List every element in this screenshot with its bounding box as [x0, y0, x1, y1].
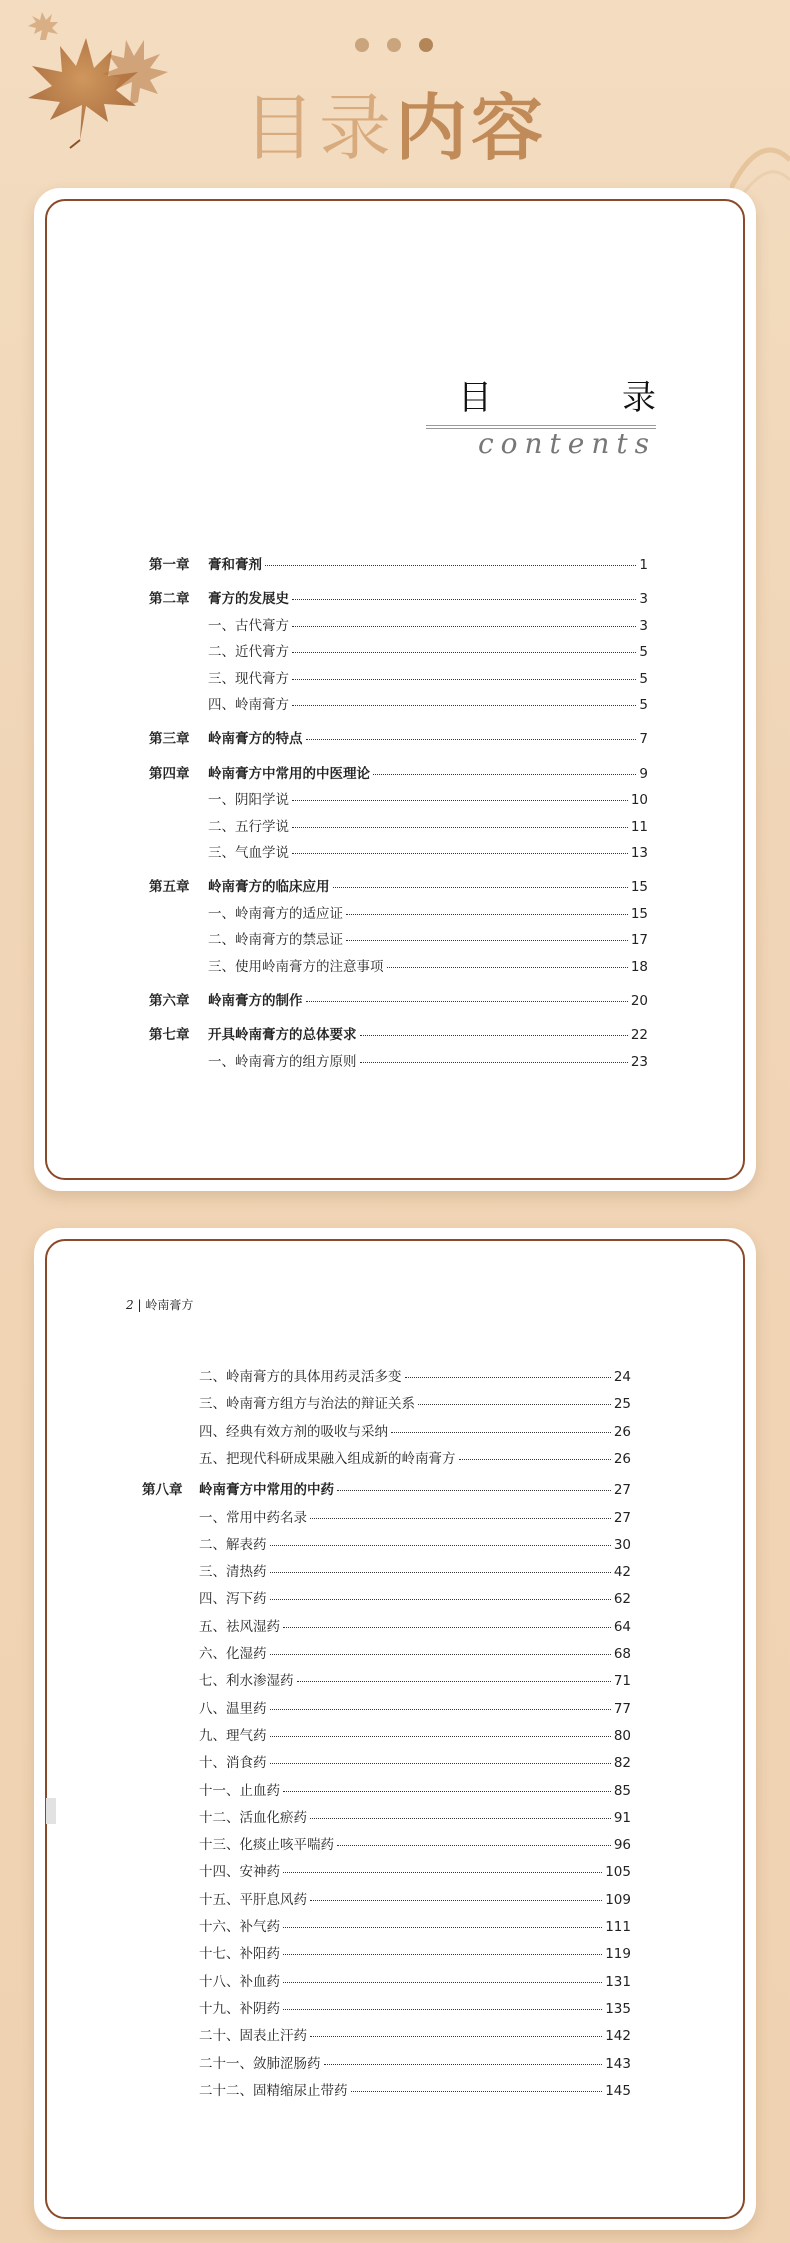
entry-title: 膏和膏剂	[208, 557, 262, 573]
entry-title: 六、化湿药	[199, 1646, 267, 1662]
toc-section-entry[interactable]	[208, 841, 648, 861]
toc-section-entry[interactable]	[199, 1669, 631, 1689]
chapter-number: 第五章	[149, 879, 190, 896]
dot-leader	[418, 1404, 611, 1405]
dot-leader	[292, 853, 628, 854]
toc-section-entry[interactable]	[199, 1970, 631, 1990]
entry-title: 四、泻下药	[199, 1591, 267, 1608]
entry-page-number: 62	[613, 1591, 631, 1608]
entry-page-number: 85	[613, 1782, 631, 1799]
toc-chapter-entry[interactable]	[208, 587, 648, 607]
toc-section-entry[interactable]	[208, 667, 648, 687]
chapter-number: 第三章	[149, 731, 190, 748]
entry-page-number: 7	[639, 731, 648, 748]
running-head-title: 岭南膏方	[145, 1298, 194, 1312]
dot-leader	[360, 1062, 628, 1063]
entry-page-number: 15	[630, 905, 648, 922]
toc-chapter-entry[interactable]	[208, 762, 648, 782]
entry-page-number: 24	[613, 1369, 631, 1385]
toc-chapter-entry[interactable]	[199, 1478, 631, 1498]
entry-page-number: 64	[613, 1618, 631, 1635]
entry-page-number: 111	[605, 1919, 631, 1935]
entry-title: 三、使用岭南膏方的注意事项	[208, 958, 384, 975]
dot-leader	[270, 1599, 611, 1600]
dot-leader	[297, 1681, 611, 1682]
entry-title: 十七、补阳药	[199, 1946, 280, 1963]
toc-section-entry[interactable]	[208, 928, 648, 948]
entry-title: 开具岭南膏方的总体要求	[208, 1027, 357, 1044]
toc-section-entry[interactable]	[208, 815, 648, 835]
toc-chapter-entry[interactable]	[208, 989, 648, 1009]
dot-leader	[351, 2091, 603, 2092]
entry-title: 二、近代膏方	[208, 644, 289, 661]
toc-section-entry[interactable]	[199, 1587, 631, 1607]
entry-page-number: 119	[605, 1946, 631, 1963]
dot-leader	[306, 1001, 628, 1002]
toc-section-entry[interactable]	[199, 2079, 631, 2099]
toc-section-entry[interactable]	[199, 2052, 631, 2072]
toc-section-entry[interactable]	[199, 1779, 631, 1799]
entry-page-number: 71	[613, 1673, 631, 1690]
toc-section-entry[interactable]	[199, 1365, 631, 1385]
entry-title: 十二、活血化瘀药	[199, 1809, 307, 1826]
entry-title: 三、现代膏方	[208, 670, 289, 687]
toc-section-entry[interactable]	[199, 1447, 631, 1467]
dot-leader	[346, 940, 628, 941]
side-mark	[46, 1798, 56, 1824]
toc-chapter-entry[interactable]	[208, 1023, 648, 1043]
entry-title: 二十二、固精缩尿止带药	[199, 2082, 348, 2099]
dot	[355, 38, 369, 52]
entry-page-number: 26	[613, 1423, 631, 1440]
entry-page-number: 109	[605, 1891, 631, 1908]
toc-section-entry[interactable]	[199, 1392, 631, 1412]
entry-title: 二、解表药	[199, 1536, 267, 1553]
entry-title: 二、岭南膏方的具体用药灵活多变	[199, 1369, 402, 1385]
dot-leader	[333, 887, 628, 888]
entry-page-number: 20	[630, 993, 648, 1009]
entry-page-number: 145	[605, 2082, 631, 2099]
banner	[0, 0, 790, 185]
entry-title: 二十、固表止汗药	[199, 2028, 307, 2045]
dot-leader	[337, 1845, 611, 1846]
entry-title: 三、清热药	[199, 1564, 267, 1581]
dot-leader	[310, 2036, 602, 2037]
entry-page-number: 25	[613, 1396, 631, 1413]
dot-leader	[310, 1818, 611, 1819]
entry-page-number: 131	[605, 1973, 631, 1990]
toc-section-entry[interactable]	[199, 1915, 631, 1935]
entry-title: 十五、平肝息风药	[199, 1891, 307, 1908]
entry-title: 十九、补阴药	[199, 2000, 280, 2017]
entry-page-number: 68	[613, 1646, 631, 1662]
dot-leader	[306, 739, 637, 740]
toc-page-1	[34, 188, 756, 1191]
dot-leader	[292, 652, 636, 653]
entry-page-number: 26	[613, 1450, 631, 1467]
entry-page-number: 27	[613, 1482, 631, 1499]
entry-title: 岭南膏方中常用的中医理论	[208, 765, 370, 782]
toc-section-entry[interactable]	[199, 2024, 631, 2044]
dot-leader	[292, 827, 628, 828]
chapter-number: 第八章	[142, 1482, 183, 1499]
dot-leader	[391, 1432, 611, 1433]
entry-title: 二、五行学说	[208, 818, 289, 835]
entry-page-number: 135	[605, 2000, 631, 2017]
toc-section-entry[interactable]	[208, 1050, 648, 1070]
entry-page-number: 91	[613, 1809, 631, 1826]
toc-section-entry[interactable]	[199, 1615, 631, 1635]
entry-title: 岭南膏方中常用的中药	[199, 1482, 334, 1499]
entry-page-number: 9	[639, 765, 648, 782]
entry-title: 八、温里药	[199, 1700, 267, 1717]
toc-section-entry[interactable]	[199, 1888, 631, 1908]
entry-title: 二十一、敛肺涩肠药	[199, 2055, 321, 2072]
dot-leader	[324, 2064, 603, 2065]
toc-section-entry[interactable]	[208, 902, 648, 922]
entry-title: 一、阴阳学说	[208, 792, 289, 809]
entry-title: 十一、止血药	[199, 1782, 280, 1799]
dot	[419, 38, 433, 52]
dot-leader	[270, 1709, 611, 1710]
entry-title: 七、利水渗湿药	[199, 1673, 294, 1690]
dot-leader	[360, 1035, 628, 1036]
toc-section-entry[interactable]	[199, 1724, 631, 1744]
entry-page-number: 142	[605, 2028, 631, 2045]
entry-title: 十、消食药	[199, 1755, 267, 1772]
entry-page-number: 5	[639, 670, 648, 687]
entry-title: 十八、补血药	[199, 1973, 280, 1990]
entry-title: 一、岭南膏方的组方原则	[208, 1053, 357, 1070]
toc-section-entry[interactable]	[199, 1533, 631, 1553]
chapter-number: 第七章	[149, 1027, 190, 1044]
entry-page-number: 13	[630, 845, 648, 861]
dot-leader	[270, 1545, 611, 1546]
running-head	[126, 1296, 193, 1313]
entry-title: 十四、安神药	[199, 1864, 280, 1881]
entry-title: 四、经典有效方剂的吸收与采纳	[199, 1423, 388, 1440]
toc-section-entry[interactable]	[199, 1806, 631, 1826]
dot-leader	[283, 1791, 611, 1792]
dot-leader	[405, 1377, 611, 1378]
toc-section-entry[interactable]	[199, 1506, 631, 1526]
entry-page-number: 15	[630, 879, 648, 896]
chapter-number: 第四章	[149, 765, 190, 782]
toc-heading	[426, 370, 704, 460]
dot-leader	[310, 1900, 602, 1901]
banner-title-light: 目录	[242, 86, 395, 170]
toc-chapter-entry[interactable]	[208, 875, 648, 895]
dot-leader	[270, 1654, 611, 1655]
entry-title: 五、祛风湿药	[199, 1618, 280, 1635]
running-head-separator: |	[137, 1298, 146, 1312]
entry-page-number: 82	[613, 1755, 631, 1772]
toc-section-entry[interactable]	[199, 1697, 631, 1717]
entry-page-number: 5	[639, 697, 648, 713]
entry-title: 二、岭南膏方的禁忌证	[208, 932, 343, 949]
entry-title: 十三、化痰止咳平喘药	[199, 1837, 334, 1854]
entry-title: 十六、补气药	[199, 1919, 280, 1935]
toc-section-entry[interactable]	[208, 693, 648, 713]
banner-title	[0, 70, 790, 174]
dot	[387, 38, 401, 52]
dot-leader	[283, 1927, 602, 1928]
dot-leader	[292, 599, 636, 600]
entry-page-number: 10	[630, 792, 648, 809]
dot-leader	[265, 565, 636, 566]
entry-page-number: 22	[630, 1027, 648, 1044]
entry-page-number: 3	[639, 617, 648, 634]
toc-section-entry[interactable]	[199, 1751, 631, 1771]
entry-page-number: 18	[630, 958, 648, 975]
toc-section-entry[interactable]	[208, 614, 648, 634]
toc-section-entry[interactable]	[208, 955, 648, 975]
toc-subtitle: contents	[477, 427, 656, 460]
entry-title: 一、常用中药名录	[199, 1509, 307, 1526]
toc-section-entry[interactable]	[199, 1860, 631, 1880]
entry-title: 膏方的发展史	[208, 591, 289, 608]
entry-page-number: 1	[639, 557, 648, 573]
toc-chapter-entry[interactable]	[208, 553, 648, 573]
dot-leader	[270, 1572, 611, 1573]
chapter-number: 第六章	[149, 993, 190, 1009]
entry-page-number: 42	[613, 1564, 631, 1581]
dot-leader	[292, 679, 636, 680]
entry-page-number: 96	[613, 1837, 631, 1854]
toc-chapter-entry[interactable]	[208, 727, 648, 747]
entry-page-number: 23	[630, 1053, 648, 1070]
entry-title: 一、岭南膏方的适应证	[208, 905, 343, 922]
entry-title: 一、古代膏方	[208, 617, 289, 634]
banner-title-bold: 内容	[395, 86, 548, 170]
entry-page-number: 105	[605, 1864, 631, 1881]
entry-title: 四、岭南膏方	[208, 697, 289, 713]
running-head-page: 2	[126, 1298, 134, 1312]
toc-title: 目 录	[458, 378, 704, 418]
dot-leader	[292, 626, 636, 627]
dot-leader	[292, 800, 628, 801]
entry-page-number: 80	[613, 1727, 631, 1744]
entry-title: 岭南膏方的特点	[208, 731, 303, 748]
dot-leader	[292, 705, 636, 706]
dot-leader	[270, 1763, 611, 1764]
entry-page-number: 3	[639, 591, 648, 608]
entry-page-number: 77	[613, 1700, 631, 1717]
entry-title: 三、岭南膏方组方与治法的辩证关系	[199, 1396, 415, 1413]
chapter-number: 第二章	[149, 591, 190, 608]
dot-leader	[373, 774, 636, 775]
entry-page-number: 27	[613, 1509, 631, 1526]
entry-page-number: 11	[630, 818, 648, 835]
dot-leader	[337, 1490, 611, 1491]
entry-title: 五、把现代科研成果融入组成新的岭南膏方	[199, 1450, 456, 1467]
toc-section-entry[interactable]	[199, 1833, 631, 1853]
entry-page-number: 5	[639, 644, 648, 661]
dot-leader	[283, 1982, 602, 1983]
dot-leader	[310, 1518, 611, 1519]
toc-section-entry[interactable]	[199, 1997, 631, 2017]
dot-leader	[459, 1459, 611, 1460]
entry-title: 九、理气药	[199, 1727, 267, 1744]
toc-section-entry[interactable]	[199, 1642, 631, 1662]
entry-page-number: 17	[630, 932, 648, 949]
dot-leader	[283, 2009, 602, 2010]
decorative-dots	[355, 38, 433, 52]
toc-section-entry[interactable]	[208, 640, 648, 660]
chapter-number: 第一章	[149, 557, 190, 573]
dot-leader	[387, 967, 628, 968]
entry-page-number: 143	[605, 2055, 631, 2072]
dot-leader	[346, 914, 628, 915]
entry-title: 岭南膏方的制作	[208, 993, 303, 1009]
toc-section-entry[interactable]	[208, 788, 648, 808]
dot-leader	[283, 1954, 602, 1955]
toc-section-entry[interactable]	[199, 1942, 631, 1962]
dot-leader	[283, 1872, 602, 1873]
dot-leader	[283, 1627, 611, 1628]
dot-leader	[270, 1736, 611, 1737]
toc-page-2	[34, 1228, 756, 2230]
toc-section-entry[interactable]	[199, 1420, 631, 1440]
toc-section-entry[interactable]	[199, 1560, 631, 1580]
entry-title: 三、气血学说	[208, 845, 289, 861]
entry-page-number: 30	[613, 1536, 631, 1553]
entry-title: 岭南膏方的临床应用	[208, 879, 330, 896]
